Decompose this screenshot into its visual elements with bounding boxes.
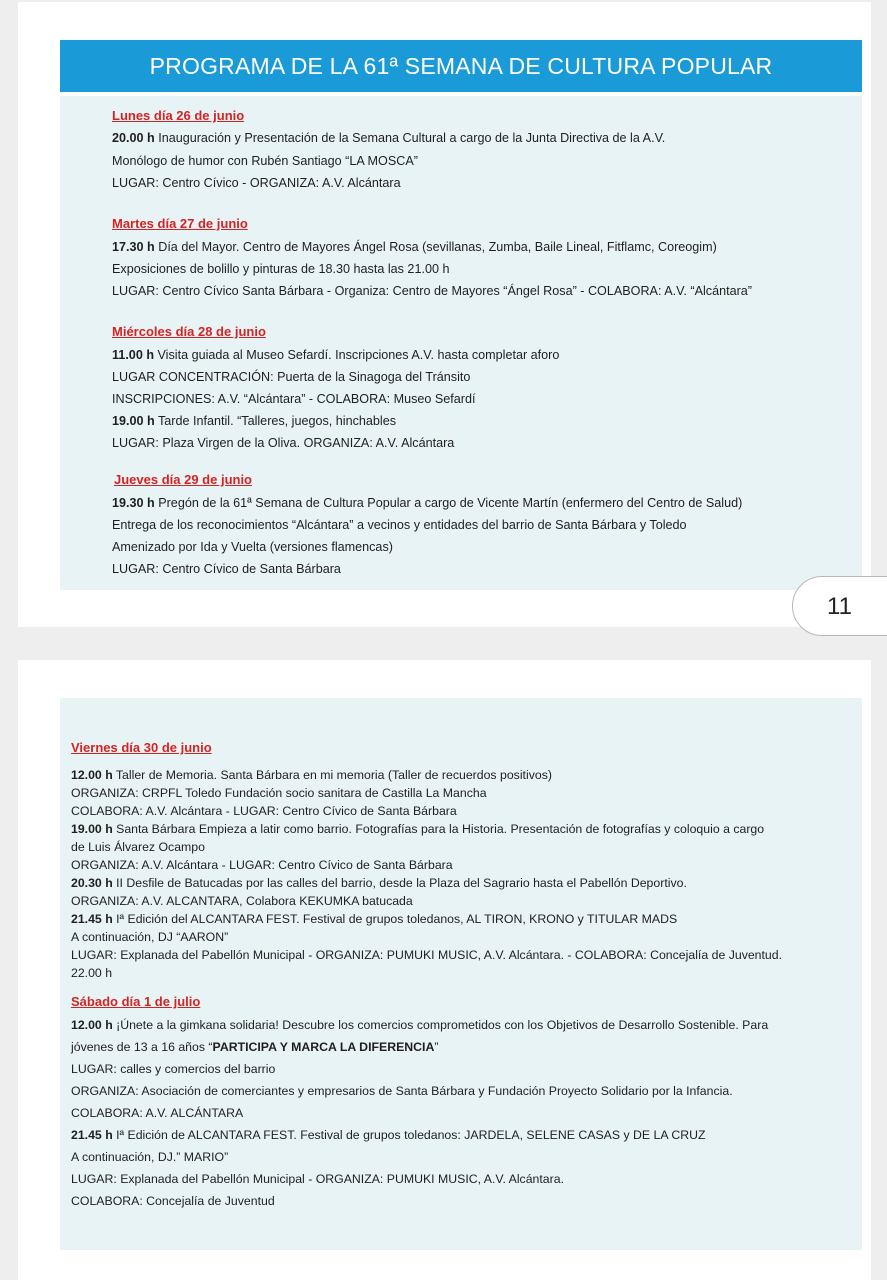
- event-line: 20.30 h II Desfile de Batucadas por las calles del barrio, desde la Plaza del Sagrario hasta el Pabellón Deportivo.: [71, 876, 687, 890]
- event-line: 12.00 h ¡Únete a la gimkana solidaria! Descubre los comercios comprometidos con los Objetivos de Desarrollo Sostenible. Para: [71, 1018, 769, 1032]
- program-panel: [60, 698, 862, 1250]
- event-line: 19.30 h Pregón de la 61ª Semana de Cultura Popular a cargo de Vicente Martín (enfermero del Centro de Salud): [112, 496, 743, 510]
- day-heading-friday: Viernes día 30 de junio: [71, 740, 212, 755]
- event-line: jóvenes de 13 a 16 años “PARTICIPA Y MARCA LA DIFERENCIA”: [71, 1040, 439, 1054]
- event-line: LUGAR: Explanada del Pabellón Municipal - ORGANIZA: PUMUKI MUSIC, A.V. Alcántara. - COLABORA: Concejalía de Juventud.: [71, 948, 783, 962]
- event-line: COLABORA: A.V. Alcántara - LUGAR: Centro Cívico de Santa Bárbara: [71, 804, 457, 818]
- event-line: ORGANIZA: CRPFL Toledo Fundación socio sanitara de Castilla La Mancha: [71, 786, 487, 800]
- event-line: LUGAR CONCENTRACIÓN: Puerta de la Sinagoga del Tránsito: [112, 370, 471, 384]
- page-number-badge: 11: [792, 576, 887, 636]
- event-line: 19.00 h Santa Bárbara Empieza a latir como barrio. Fotografías para la Historia. Presentación de fotografías y coloquio a cargo: [71, 822, 765, 836]
- event-line: 21.45 h Iª Edición de ALCANTARA FEST. Festival de grupos toledanos: JARDELA, SELENE CASAS y DE LA CRUZ: [71, 1128, 706, 1142]
- day-heading-saturday: Sábado día 1 de julio: [71, 994, 201, 1009]
- program-page-1: [18, 2, 871, 627]
- event-line: 12.00 h Taller de Memoria. Santa Bárbara en mi memoria (Taller de recuerdos positivos): [71, 768, 552, 782]
- event-line: Exposiciones de bolillo y pinturas de 18.30 hasta las 21.00 h: [112, 262, 450, 276]
- day-heading-monday: Lunes día 26 de junio: [112, 108, 245, 123]
- program-page-2: [18, 660, 871, 1280]
- event-line: Entrega de los reconocimientos “Alcántara” a vecinos y entidades del barrio de Santa Bárbara y Toledo: [112, 518, 687, 532]
- event-line: 20.00 h Inauguración y Presentación de la Semana Cultural a cargo de la Junta Directiva de la A.V.: [112, 131, 666, 145]
- event-line: LUGAR: Centro Cívico Santa Bárbara - Organiza: Centro de Mayores “Ángel Rosa” - COLABORA: A.V. “Alcántara”: [112, 284, 752, 298]
- event-line: LUGAR: Centro Cívico - ORGANIZA: A.V. Alcántara: [112, 176, 401, 190]
- event-line: INSCRIPCIONES: A.V. “Alcántara” - COLABORA: Museo Sefardí: [112, 392, 476, 406]
- program-title: PROGRAMA DE LA 61ª SEMANA DE CULTURA POPULAR: [60, 40, 862, 92]
- event-line: LUGAR: Centro Cívico de Santa Bárbara: [112, 562, 341, 576]
- event-line: 21.45 h Iª Edición del ALCANTARA FEST. Festival de grupos toledanos, AL TIRON, KRONO y TITULAR MADS: [71, 912, 678, 926]
- event-line: COLABORA: Concejalía de Juventud: [71, 1194, 275, 1208]
- event-line: de Luis Álvarez Ocampo: [71, 840, 205, 854]
- event-line: 17.30 h Día del Mayor. Centro de Mayores Ángel Rosa (sevillanas, Zumba, Baile Lineal, Fitflamc, Coreogim): [112, 240, 717, 254]
- event-line: ORGANIZA: A.V. ALCANTARA, Colabora KEKUMKA batucada: [71, 894, 413, 908]
- event-line: 11.00 h Visita guiada al Museo Sefardí. Inscripciones A.V. hasta completar aforo: [112, 348, 560, 362]
- event-line: A continuación, DJ “AARON”: [71, 930, 229, 944]
- event-line: 22.00 h: [71, 966, 113, 980]
- event-line: Amenizado por Ida y Vuelta (versiones flamencas): [112, 540, 393, 554]
- event-line: LUGAR: Explanada del Pabellón Municipal - ORGANIZA: PUMUKI MUSIC, A.V. Alcántara.: [71, 1172, 564, 1186]
- program-panel: [60, 96, 862, 590]
- day-heading-wednesday: Miércoles día 28 de junio: [112, 324, 266, 339]
- event-line: LUGAR: Plaza Virgen de la Oliva. ORGANIZA: A.V. Alcántara: [112, 436, 455, 450]
- event-line: LUGAR: calles y comercios del barrio: [71, 1062, 276, 1076]
- event-line: COLABORA: A.V. ALCÁNTARA: [71, 1106, 244, 1120]
- event-line: 19.00 h Tarde Infantil. “Talleres, juegos, hinchables: [112, 414, 397, 428]
- day-heading-thursday: Jueves día 29 de junio: [114, 472, 252, 487]
- event-line: ORGANIZA: A.V. Alcántara - LUGAR: Centro Cívico de Santa Bárbara: [71, 858, 453, 872]
- event-line: Monólogo de humor con Rubén Santiago “LA MOSCA”: [112, 154, 418, 168]
- event-line: ORGANIZA: Asociación de comerciantes y empresarios de Santa Bárbara y Fundación Proyecto Solidario por la Infancia.: [71, 1084, 733, 1098]
- event-line: A continuación, DJ.” MARIO”: [71, 1150, 229, 1164]
- day-heading-tuesday: Martes día 27 de junio: [112, 216, 248, 231]
